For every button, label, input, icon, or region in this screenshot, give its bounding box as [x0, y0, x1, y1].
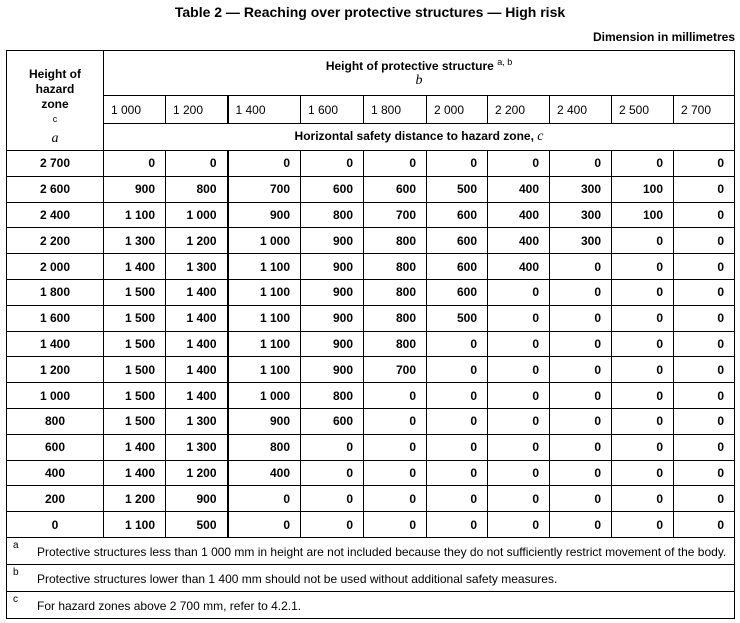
distance-cell: 0 [228, 512, 301, 538]
footnote-row [7, 564, 735, 591]
distance-cell: 0 [612, 357, 674, 383]
distance-cell: 0 [301, 486, 364, 512]
distance-cell: 400 [488, 228, 550, 254]
distance-cell: 0 [674, 460, 735, 486]
hazard-zone-height: 1 600 [7, 305, 104, 331]
distance-cell: 0 [488, 383, 550, 409]
distance-cell: 900 [104, 176, 166, 202]
distance-cell: 1 400 [166, 305, 228, 331]
column-header-sup: a, b [497, 57, 513, 67]
distance-cell: 0 [612, 228, 674, 254]
footnote-letter: c [13, 593, 18, 605]
column-header-cell [104, 51, 735, 96]
distance-cell: 0 [612, 383, 674, 409]
distance-cell: 800 [364, 228, 427, 254]
distance-cell: 0 [674, 357, 735, 383]
distance-cell: 0 [427, 408, 488, 434]
distance-cell: 1 100 [228, 305, 301, 331]
distance-cell: 900 [301, 279, 364, 305]
distance-cell: 0 [488, 460, 550, 486]
distance-cell: 500 [427, 305, 488, 331]
distance-cell: 0 [427, 434, 488, 460]
distance-cell: 900 [301, 305, 364, 331]
distance-cell: 0 [104, 151, 166, 177]
distance-cell: 0 [550, 331, 612, 357]
hazard-zone-height: 1 200 [7, 357, 104, 383]
distance-cell: 0 [612, 486, 674, 512]
distance-cell: 900 [228, 202, 301, 228]
row-header-cell [7, 51, 104, 151]
distance-cell: 900 [166, 486, 228, 512]
distance-cell: 0 [612, 279, 674, 305]
hazard-zone-height: 2 600 [7, 176, 104, 202]
hazard-zone-height: 200 [7, 486, 104, 512]
distance-cell: 0 [364, 383, 427, 409]
row-header-sup: c [52, 114, 58, 124]
footnote-letter: a [13, 539, 19, 551]
hazard-zone-height: 600 [7, 434, 104, 460]
distance-cell: 0 [228, 486, 301, 512]
distance-cell: 1 100 [228, 254, 301, 280]
distance-cell: 1 400 [104, 254, 166, 280]
distance-cell: 0 [612, 331, 674, 357]
distance-cell: 0 [166, 151, 228, 177]
distance-cell: 0 [674, 486, 735, 512]
distance-cell: 0 [488, 357, 550, 383]
distance-cell: 1 400 [166, 357, 228, 383]
distance-cell: 0 [674, 279, 735, 305]
distance-cell: 1 100 [104, 202, 166, 228]
distance-cell: 1 000 [166, 202, 228, 228]
hazard-zone-height: 2 400 [7, 202, 104, 228]
distance-cell: 800 [228, 434, 301, 460]
column-value: 2 700 [674, 96, 735, 124]
column-values-row [7, 96, 735, 124]
distance-cell: 0 [550, 408, 612, 434]
distance-cell: 0 [488, 408, 550, 434]
distance-cell: 0 [612, 305, 674, 331]
hazard-zone-height: 800 [7, 408, 104, 434]
column-value: 2 500 [612, 96, 674, 124]
distance-cell: 0 [364, 434, 427, 460]
distance-cell: 600 [427, 228, 488, 254]
distance-cell: 300 [550, 228, 612, 254]
distance-cell: 900 [301, 357, 364, 383]
distance-cell: 0 [427, 331, 488, 357]
distance-cell: 100 [612, 176, 674, 202]
distance-cell: 700 [364, 202, 427, 228]
safety-distance-table [6, 50, 735, 619]
distance-cell: 0 [301, 434, 364, 460]
table-row [7, 434, 735, 460]
distance-cell: 0 [488, 331, 550, 357]
distance-cell: 400 [228, 460, 301, 486]
distance-cell: 300 [550, 202, 612, 228]
distance-cell: 400 [488, 202, 550, 228]
distance-cell: 0 [427, 460, 488, 486]
distance-cell: 1 000 [228, 228, 301, 254]
distance-cell: 0 [674, 176, 735, 202]
distance-cell: 0 [550, 305, 612, 331]
distance-cell: 0 [364, 486, 427, 512]
distance-cell: 1 400 [166, 279, 228, 305]
distance-cell: 0 [550, 486, 612, 512]
footnote-text: Protective structures less than 1 000 mm in height are not included because they do not sufficiently restrict movement of the body. [37, 544, 727, 559]
distance-cell: 0 [228, 151, 301, 177]
row-header-symbol: a [51, 131, 59, 146]
column-value: 1 400 [228, 96, 301, 124]
distance-cell: 1 100 [104, 512, 166, 538]
distance-cell: 0 [427, 383, 488, 409]
hazard-zone-height: 0 [7, 512, 104, 538]
distance-cell: 0 [674, 228, 735, 254]
distance-cell: 300 [550, 176, 612, 202]
distance-cell: 0 [674, 202, 735, 228]
distance-cell: 0 [427, 486, 488, 512]
distance-cell: 800 [301, 202, 364, 228]
distance-cell: 1 200 [166, 460, 228, 486]
footnote-letter: b [13, 566, 19, 578]
distance-cell: 0 [364, 512, 427, 538]
column-value: 2 400 [550, 96, 612, 124]
hazard-zone-height: 2 000 [7, 254, 104, 280]
table-row [7, 202, 735, 228]
table-row [7, 512, 735, 538]
distance-cell: 1 200 [104, 486, 166, 512]
distance-cell: 900 [228, 408, 301, 434]
distance-cell: 0 [674, 383, 735, 409]
distance-cell: 0 [550, 151, 612, 177]
distance-cell: 0 [612, 512, 674, 538]
distance-cell: 900 [301, 228, 364, 254]
distance-cell: 600 [301, 408, 364, 434]
table-row [7, 279, 735, 305]
hazard-zone-height: 1 000 [7, 383, 104, 409]
distance-cell: 800 [364, 279, 427, 305]
footnotes [7, 537, 735, 618]
column-value: 1 200 [166, 96, 228, 124]
footnote-row [7, 591, 735, 618]
table-row [7, 486, 735, 512]
distance-cell: 1 400 [104, 460, 166, 486]
distance-cell: 0 [364, 151, 427, 177]
distance-cell: 100 [612, 202, 674, 228]
distance-cell: 0 [427, 357, 488, 383]
distance-cell: 1 500 [104, 279, 166, 305]
distance-cell: 1 100 [228, 279, 301, 305]
distance-cell: 1 500 [104, 305, 166, 331]
distance-cell: 800 [364, 331, 427, 357]
distance-cell: 1 400 [166, 383, 228, 409]
distance-cell: 500 [427, 176, 488, 202]
table-row [7, 383, 735, 409]
distance-cell: 600 [427, 279, 488, 305]
table-title: Table 2 — Reaching over protective structures — High risk [174, 4, 566, 20]
distance-cell: 0 [301, 460, 364, 486]
distance-cell: 0 [674, 151, 735, 177]
distance-cell: 0 [488, 151, 550, 177]
distance-cell: 400 [488, 254, 550, 280]
distance-cell: 1 100 [228, 357, 301, 383]
distance-cell: 0 [612, 151, 674, 177]
distance-cell: 0 [550, 434, 612, 460]
distance-cell: 0 [488, 279, 550, 305]
column-value: 1 000 [104, 96, 166, 124]
distance-cell: 0 [674, 305, 735, 331]
distance-cell: 0 [488, 486, 550, 512]
distance-cell: 0 [674, 408, 735, 434]
distance-cell: 0 [674, 331, 735, 357]
distance-cell: 0 [364, 408, 427, 434]
table-row [7, 176, 735, 202]
distance-cell: 1 000 [228, 383, 301, 409]
distance-cell: 600 [301, 176, 364, 202]
distance-cell: 1 500 [104, 331, 166, 357]
distance-cell: 900 [301, 331, 364, 357]
table-row [7, 357, 735, 383]
column-header-symbol: b [415, 73, 423, 88]
distance-cell: 800 [364, 305, 427, 331]
distance-cell: 0 [612, 434, 674, 460]
table-row [7, 228, 735, 254]
distance-cell: 0 [550, 460, 612, 486]
table-row [7, 305, 735, 331]
distance-cell: 0 [612, 254, 674, 280]
distance-cell: 900 [301, 254, 364, 280]
distance-symbol: c [537, 129, 544, 144]
column-value: 2 200 [488, 96, 550, 124]
distance-cell: 800 [364, 254, 427, 280]
distance-cell: 1 400 [104, 434, 166, 460]
distance-cell: 800 [301, 383, 364, 409]
distance-cell: 1 300 [166, 434, 228, 460]
footnote-row [7, 537, 735, 564]
distance-cell: 0 [674, 254, 735, 280]
hazard-zone-height: 400 [7, 460, 104, 486]
distance-cell: 0 [427, 151, 488, 177]
distance-cell: 0 [550, 357, 612, 383]
distance-cell: 0 [674, 512, 735, 538]
distance-cell: 800 [166, 176, 228, 202]
distance-cell: 0 [550, 279, 612, 305]
hazard-zone-height: 1 800 [7, 279, 104, 305]
distance-cell: 600 [364, 176, 427, 202]
table-row [7, 460, 735, 486]
distance-cell: 0 [488, 434, 550, 460]
distance-cell: 0 [674, 434, 735, 460]
distance-cell: 1 400 [166, 331, 228, 357]
footnote-text: Protective structures lower than 1 400 mm should not be used without additional safety measures. [37, 571, 558, 586]
table-row [7, 254, 735, 280]
distance-cell: 600 [427, 254, 488, 280]
distance-cell: 0 [364, 460, 427, 486]
hazard-zone-height: 2 200 [7, 228, 104, 254]
distance-cell: 0 [550, 254, 612, 280]
dimension-note: Dimension in millimetres [592, 30, 735, 44]
hazard-zone-height: 1 400 [7, 331, 104, 357]
table-row [7, 151, 735, 177]
distance-cell: 0 [488, 305, 550, 331]
distance-cell: 700 [364, 357, 427, 383]
distance-cell: 500 [166, 512, 228, 538]
distance-cell: 0 [427, 512, 488, 538]
hazard-zone-height: 2 700 [7, 151, 104, 177]
column-value: 1 600 [301, 96, 364, 124]
distance-cell: 400 [488, 176, 550, 202]
distance-cell: 1 300 [166, 254, 228, 280]
distance-cell: 0 [301, 151, 364, 177]
distance-cell: 1 500 [104, 408, 166, 434]
column-value: 2 000 [427, 96, 488, 124]
distance-cell: 700 [228, 176, 301, 202]
distance-header-cell [104, 124, 735, 151]
table-body [7, 151, 735, 538]
distance-cell: 1 500 [104, 357, 166, 383]
column-header-label: Height of protective structure [325, 59, 494, 73]
column-value: 1 800 [364, 96, 427, 124]
distance-cell: 1 300 [104, 228, 166, 254]
distance-cell: 0 [301, 512, 364, 538]
distance-cell: 1 100 [228, 331, 301, 357]
distance-cell: 0 [550, 512, 612, 538]
distance-label: Horizontal safety distance to hazard zone, [294, 129, 534, 143]
distance-cell: 1 200 [166, 228, 228, 254]
distance-cell: 0 [550, 383, 612, 409]
footnote-text: For hazard zones above 2 700 mm, refer to 4.2.1. [37, 598, 302, 613]
distance-cell: 600 [427, 202, 488, 228]
distance-cell: 1 500 [104, 383, 166, 409]
distance-cell: 1 300 [166, 408, 228, 434]
distance-cell: 0 [488, 512, 550, 538]
distance-cell: 0 [612, 460, 674, 486]
row-header-label: Height of hazard zone [29, 67, 81, 111]
table-row [7, 331, 735, 357]
distance-cell: 0 [612, 408, 674, 434]
table-row [7, 408, 735, 434]
